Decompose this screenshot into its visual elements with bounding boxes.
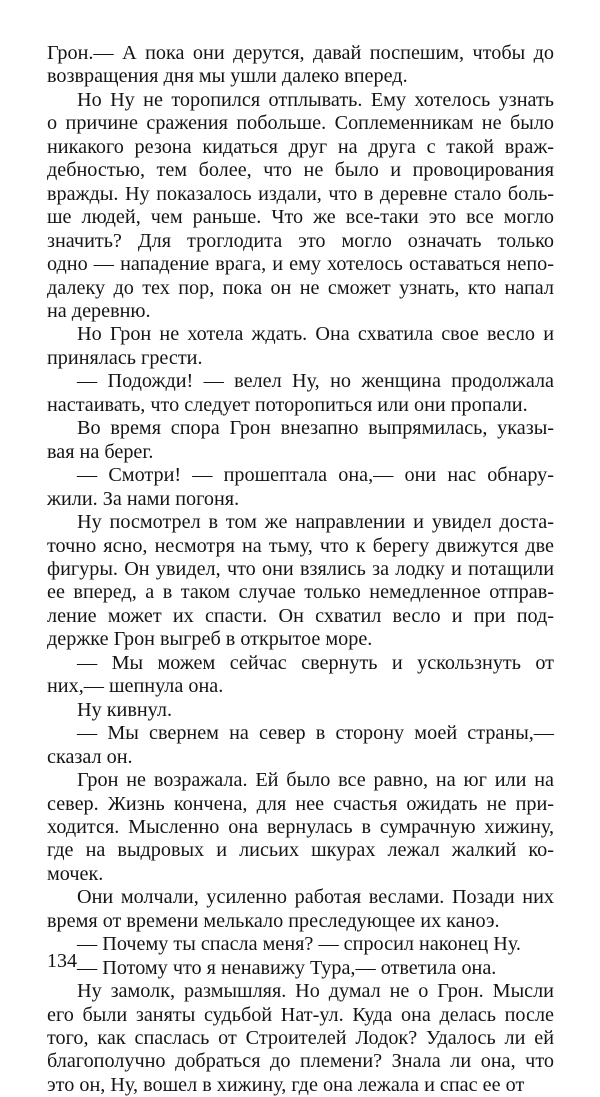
text-line: вая на берег. [47,440,154,463]
text-line: никакого резона кидаться друг на друга с такой враж- [47,135,554,158]
text-line: на деревню. [47,299,151,322]
text-line: Грон не возражала. Ей было все равно, на юг или на [77,769,554,792]
text-line: значить? Для троглодита это могло означать только [47,229,554,252]
text-line: фигуры. Он увидел, что они взялись за лодку и потащили [47,557,554,580]
text-line: о причине сражения побольше. Соплеменникам не было [47,112,554,135]
text-line: вражды. Ну показалось издали, что в деревне стало боль- [47,182,554,205]
page-number: 134 [47,950,77,972]
text-line: них,— шепнула она. [47,675,224,698]
text-line: Но Ну не торопился отплывать. Ему хотелось узнать [77,88,554,111]
text-line: — Подожди! — велел Ну, но женщина продолжала [77,370,554,393]
text-line: — Мы можем сейчас свернуть и ускользнуть от [77,651,554,674]
text-line: — Почему ты спасла меня? — спросил наконец Ну. [77,933,521,956]
text-line: благополучно добраться до племени? Знала ли она, что [47,1050,554,1073]
text-line: — Смотри! — прошептала она,— они нас обнару- [77,464,554,487]
text-line: одно — нападение врага, и ему хотелось оставаться непо- [47,253,554,276]
text-line: ше людей, чем раньше. Что же все-таки это все могло [47,206,554,229]
text-line: мочек. [47,862,104,885]
text-line: это он, Ну, вошел в хижину, где она лежала и спас ее от [47,1073,525,1096]
page-body [47,42,554,1097]
text-line: ее вперед, а в таком случае только немедленное отправ- [47,581,554,604]
text-line: — Мы свернем на север в сторону моей страны,— [77,722,554,745]
text-line: точно ясно, несмотря на тьму, что к берегу движутся две [47,534,554,557]
text-line: сказал он. [47,745,133,768]
text-line: Они молчали, усиленно работая веслами. Позади них [77,886,554,909]
text-line: его были заняты судьбой Нат-ул. Куда она делась после [47,1003,554,1026]
text-line: север. Жизнь кончена, для нее счастья ожидать не при- [47,792,554,815]
text-line: время от времени мелькало преследующее их каноэ. [47,909,500,932]
text-line: Грон.— А пока они дерутся, давай поспешим, чтобы до [47,42,554,64]
text-line: Ну посмотрел в том же направлении и увидел доста- [77,511,554,534]
text-line: дебностью, тем более, что не было и провоцирования [47,159,554,182]
text-line: возвращения дня мы ушли далеко вперед. [47,65,408,88]
text-line: — Потому что я ненавижу Тура,— ответила она. [77,956,497,979]
text-line: держке Грон выгреб в открытое море. [47,628,373,651]
text-line: далеку до тех пор, пока он не сможет узнать, кто напал [47,276,554,299]
text-line: ление может их спасти. Он схватил весло и при под- [47,604,554,627]
text-line: Ну замолк, размышляя. Но думал не о Грон. Мысли [77,980,554,1003]
text-line: где на выдровых и лисьих шкурах лежал жалкий ко- [47,839,554,862]
text-line: Ну кивнул. [77,698,172,721]
text-line: настаивать, что следует поторопиться или они пропали. [47,393,528,416]
text-line: Во время спора Грон внезапно выпрямилась, указы- [77,417,554,440]
text-line: ходится. Мысленно она вернулась в сумрачную хижину, [47,815,554,838]
text-line: жили. За нами погоня. [47,487,240,510]
text-line: принялась грести. [47,346,203,369]
text-line: того, как спаслась от Строителей Лодок? Удалось ли ей [47,1027,554,1050]
text-line: Но Грон не хотела ждать. Она схватила свое весло и [77,323,554,346]
